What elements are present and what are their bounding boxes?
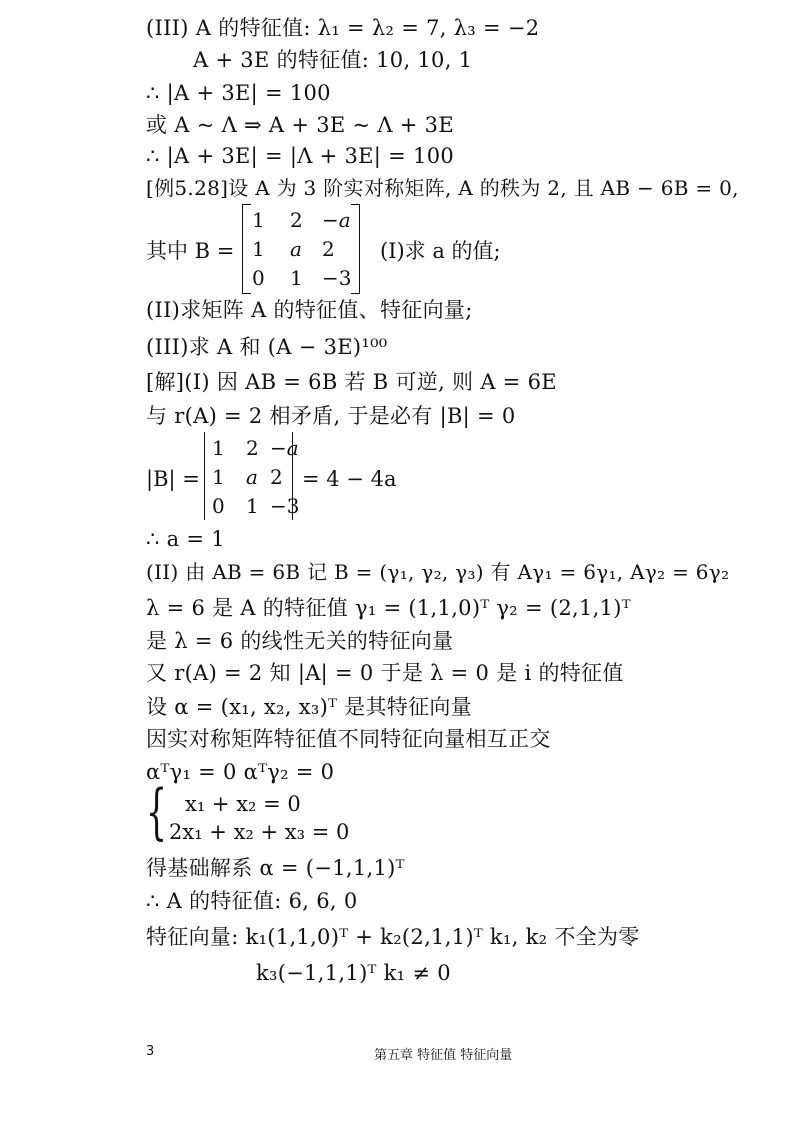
line-det-result: ∴ |A + 3E| = 100 [146,81,331,105]
det-b-cell-r2c1: 1 [212,465,225,489]
line-a-equals-one: ∴ a = 1 [146,527,225,551]
line-eigenvalues-a-plus-3e: A + 3E 的特征值: 10, 10, 1 [193,48,473,72]
line-basic-solution: 得基础解系 α = (−1,1,1)ᵀ [146,856,405,880]
det-b-label: |B| = [146,467,200,491]
line-independent-vectors: 是 λ = 6 的线性无关的特征向量 [146,629,454,653]
system-equation-two: 2x₁ + x₂ + x₃ = 0 [169,820,350,844]
matrix-b-cell-r1c3: −a [322,208,351,232]
question-three: (III)求 A 和 (A − 3E)¹⁰⁰ [146,335,388,359]
line-similarity: 或 A ~ Λ ⇒ A + 3E ~ Λ + 3E [146,113,454,137]
system-equation-one: x₁ + x₂ = 0 [185,792,301,816]
matrix-b-cell-r3c1: 0 [252,266,265,290]
det-b-cell-r3c3: −3 [270,494,300,518]
matrix-b-label: 其中 B = [146,239,235,263]
matrix-b-cell-r2c1: 1 [252,237,265,261]
matrix-b-right-bracket [351,204,360,294]
matrix-b-left-bracket [242,204,251,294]
det-b-cell-r1c3: −a [270,436,299,460]
matrix-b-cell-r1c2: 2 [290,208,303,232]
line-eigenvector-combo: 特征向量: k₁(1,1,0)ᵀ + k₂(2,1,1)ᵀ k₁, k₂ 不全为零 [146,925,640,949]
chapter-title: 第五章 特征值 特征向量 [374,1048,513,1063]
det-b-result: = 4 − 4a [302,467,397,491]
det-b-cell-r2c3: 2 [270,465,283,489]
line-eigenvector-k3: k₃(−1,1,1)ᵀ k₁ ≠ 0 [256,961,451,985]
det-b-cell-r2c2: a [246,465,258,489]
example-5-28-statement: [例5.28]设 A 为 3 阶实对称矩阵, A 的秩为 2, 且 AB − 6B = 0, [146,176,739,200]
line-alpha-definition: 设 α = (x₁, x₂, x₃)ᵀ 是其特征向量 [146,695,472,719]
solution-part-two: (II) 由 AB = 6B 记 B = (γ₁, γ₂, γ₃) 有 Aγ₁ = 6γ₁, Aγ₂ = 6γ₂ [146,560,730,584]
det-b-cell-r1c1: 1 [212,436,225,460]
question-one: (I)求 a 的值; [380,239,501,263]
line-orthogonality: 因实对称矩阵特征值不同特征向量相互正交 [146,727,551,751]
question-two: (II)求矩阵 A 的特征值、特征向量; [146,298,473,322]
matrix-b-cell-r1c1: 1 [252,208,265,232]
line-orthogonal-equations: αᵀγ₁ = 0 αᵀγ₂ = 0 [146,760,335,784]
line-eigenvalue-zero: 又 r(A) = 2 知 |A| = 0 于是 λ = 0 是 i 的特征值 [146,661,624,685]
line-eigenvectors-six: λ = 6 是 A 的特征值 γ₁ = (1,1,0)ᵀ γ₂ = (2,1,1)ᵀ [146,596,631,620]
matrix-b-cell-r2c3: 2 [322,237,335,261]
line-eigenvalues-a: (III) A 的特征值: λ₁ = λ₂ = 7, λ₃ = −2 [146,16,540,40]
line-det-similarity: ∴ |A + 3E| = |Λ + 3E| = 100 [146,144,455,168]
det-b-left-bar [204,432,205,520]
det-b-cell-r1c2: 2 [246,436,259,460]
det-b-cell-r3c1: 0 [212,494,225,518]
line-eigenvalue-list: ∴ A 的特征值: 6, 6, 0 [146,889,358,913]
line-rank-contradiction: 与 r(A) = 2 相矛盾, 于是必有 |B| = 0 [146,404,516,428]
solution-part-one: [解](I) 因 AB = 6B 若 B 可逆, 则 A = 6E [146,370,557,394]
system-brace: { [146,777,168,847]
page-number: 3 [146,1044,155,1059]
matrix-b-cell-r3c2: 1 [290,266,303,290]
matrix-b-cell-r2c2: a [290,237,302,261]
matrix-b-cell-r3c3: −3 [322,266,352,290]
det-b-cell-r3c2: 1 [246,494,259,518]
